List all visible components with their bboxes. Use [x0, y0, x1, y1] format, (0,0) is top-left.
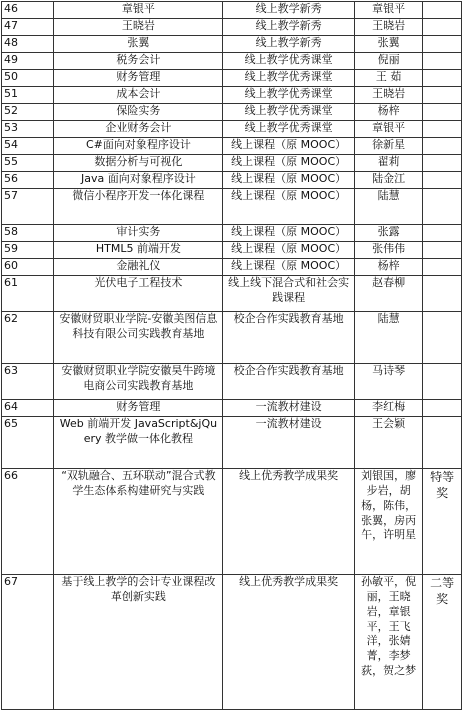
- project-name-cell: 张翼: [54, 36, 223, 53]
- table-row: [2, 364, 462, 400]
- row-number-cell: 56: [2, 172, 54, 189]
- project-name-cell: 财务管理: [54, 70, 223, 87]
- project-type-cell: 线上课程（原 MOOC）: [223, 242, 354, 259]
- project-name-cell: “双轨融合、五环联动”混合式教学生态体系构建研究与实践: [54, 469, 223, 575]
- award-level-cell: [423, 225, 462, 242]
- award-level-cell: 特等奖: [423, 469, 462, 575]
- row-number-cell: 55: [2, 155, 54, 172]
- project-name-cell: 数据分析与可视化: [54, 155, 223, 172]
- project-type-cell: 线上优秀教学成果奖: [223, 575, 354, 710]
- project-type-cell: 线上课程（原 MOOC）: [223, 189, 354, 225]
- project-name-cell: 基于线上教学的会计专业课程改革创新实践: [54, 575, 223, 710]
- project-type-cell: 校企合作实践教育基地: [223, 312, 354, 364]
- project-type-cell: 线上线下混合式和社会实践课程: [223, 276, 354, 312]
- project-type-cell: 线上教学优秀课堂: [223, 53, 354, 70]
- responsible-person-cell: 刘银国，廖步岩，胡杨，陈伟，张翼，房丙午，许明星: [354, 469, 422, 575]
- table-row: [2, 172, 462, 189]
- project-type-cell: 一流教材建设: [223, 417, 354, 469]
- project-type-cell: 校企合作实践教育基地: [223, 364, 354, 400]
- awards-table: [1, 1, 462, 710]
- responsible-person-cell: 杨梓: [354, 259, 422, 276]
- project-type-cell: 线上课程（原 MOOC）: [223, 155, 354, 172]
- award-level-cell: [423, 138, 462, 155]
- responsible-person-cell: 陆慧: [354, 189, 422, 225]
- responsible-person-cell: 王会颖: [354, 417, 422, 469]
- table-row: [2, 400, 462, 417]
- project-name-cell: HTML5 前端开发: [54, 242, 223, 259]
- responsible-person-cell: 王晓岩: [354, 19, 422, 36]
- responsible-person-cell: 张伟伟: [354, 242, 422, 259]
- table-row: [2, 225, 462, 242]
- table-row: [2, 70, 462, 87]
- project-type-cell: 线上课程（原 MOOC）: [223, 172, 354, 189]
- table-row: [2, 469, 462, 575]
- award-level-cell: [423, 104, 462, 121]
- row-number-cell: 60: [2, 259, 54, 276]
- project-type-cell: 线上教学优秀课堂: [223, 104, 354, 121]
- responsible-person-cell: 王晓岩: [354, 87, 422, 104]
- project-name-cell: 微信小程序开发一体化课程: [54, 189, 223, 225]
- project-type-cell: 线上教学新秀: [223, 19, 354, 36]
- project-name-cell: 章银平: [54, 2, 223, 19]
- responsible-person-cell: 章银平: [354, 2, 422, 19]
- row-number-cell: 62: [2, 312, 54, 364]
- project-type-cell: 线上教学新秀: [223, 36, 354, 53]
- row-number-cell: 67: [2, 575, 54, 710]
- row-number-cell: 47: [2, 19, 54, 36]
- award-level-cell: [423, 417, 462, 469]
- responsible-person-cell: 张翼: [354, 36, 422, 53]
- row-number-cell: 52: [2, 104, 54, 121]
- project-name-cell: 审计实务: [54, 225, 223, 242]
- table-row: [2, 53, 462, 70]
- table-row: [2, 242, 462, 259]
- award-level-cell: [423, 259, 462, 276]
- row-number-cell: 54: [2, 138, 54, 155]
- project-type-cell: 线上教学优秀课堂: [223, 121, 354, 138]
- table-row: [2, 575, 462, 710]
- row-number-cell: 64: [2, 400, 54, 417]
- table-row: [2, 312, 462, 364]
- award-level-cell: [423, 70, 462, 87]
- responsible-person-cell: 章银平: [354, 121, 422, 138]
- award-level-cell: [423, 53, 462, 70]
- table-row: [2, 276, 462, 312]
- project-name-cell: 王晓岩: [54, 19, 223, 36]
- award-level-cell: [423, 155, 462, 172]
- project-name-cell: 保险实务: [54, 104, 223, 121]
- row-number-cell: 66: [2, 469, 54, 575]
- project-type-cell: 线上课程（原 MOOC）: [223, 259, 354, 276]
- project-type-cell: 线上教学新秀: [223, 2, 354, 19]
- row-number-cell: 61: [2, 276, 54, 312]
- responsible-person-cell: 王 茹: [354, 70, 422, 87]
- project-name-cell: 税务会计: [54, 53, 223, 70]
- table-row: [2, 104, 462, 121]
- project-name-cell: C#面向对象程序设计: [54, 138, 223, 155]
- award-level-cell: [423, 276, 462, 312]
- project-type-cell: 一流教材建设: [223, 400, 354, 417]
- responsible-person-cell: 徐新星: [354, 138, 422, 155]
- row-number-cell: 48: [2, 36, 54, 53]
- table-row: [2, 36, 462, 53]
- project-name-cell: Java 面向对象程序设计: [54, 172, 223, 189]
- row-number-cell: 65: [2, 417, 54, 469]
- project-type-cell: 线上教学优秀课堂: [223, 87, 354, 104]
- table-row: [2, 2, 462, 19]
- table-row: [2, 155, 462, 172]
- row-number-cell: 58: [2, 225, 54, 242]
- responsible-person-cell: 陆金江: [354, 172, 422, 189]
- project-type-cell: 线上课程（原 MOOC）: [223, 138, 354, 155]
- table-row: [2, 417, 462, 469]
- project-name-cell: 成本会计: [54, 87, 223, 104]
- project-name-cell: 安徽财贸职业学院-安徽美图信息科技有限公司实践教育基地: [54, 312, 223, 364]
- award-level-cell: [423, 121, 462, 138]
- table-row: [2, 138, 462, 155]
- project-name-cell: 光伏电子工程技术: [54, 276, 223, 312]
- row-number-cell: 59: [2, 242, 54, 259]
- responsible-person-cell: 马诗琴: [354, 364, 422, 400]
- award-level-cell: [423, 172, 462, 189]
- row-number-cell: 53: [2, 121, 54, 138]
- table-row: [2, 121, 462, 138]
- award-level-cell: [423, 364, 462, 400]
- responsible-person-cell: 赵春柳: [354, 276, 422, 312]
- responsible-person-cell: 孙敏平，倪丽，王晓岩，章银平，王飞洋，张婧菁，李梦荻，贺之梦: [354, 575, 422, 710]
- responsible-person-cell: 张露: [354, 225, 422, 242]
- award-level-cell: [423, 312, 462, 364]
- row-number-cell: 63: [2, 364, 54, 400]
- responsible-person-cell: 倪丽: [354, 53, 422, 70]
- award-level-cell: 二等奖: [423, 575, 462, 710]
- award-level-cell: [423, 87, 462, 104]
- award-level-cell: [423, 2, 462, 19]
- responsible-person-cell: 陆慧: [354, 312, 422, 364]
- responsible-person-cell: 杨梓: [354, 104, 422, 121]
- table-row: [2, 19, 462, 36]
- row-number-cell: 46: [2, 2, 54, 19]
- award-level-cell: [423, 19, 462, 36]
- project-name-cell: 企业财务会计: [54, 121, 223, 138]
- table-row: [2, 259, 462, 276]
- row-number-cell: 51: [2, 87, 54, 104]
- table-row: [2, 189, 462, 225]
- project-name-cell: 金融礼仪: [54, 259, 223, 276]
- award-level-cell: [423, 242, 462, 259]
- row-number-cell: 50: [2, 70, 54, 87]
- responsible-person-cell: 李红梅: [354, 400, 422, 417]
- project-type-cell: 线上教学优秀课堂: [223, 70, 354, 87]
- award-level-cell: [423, 400, 462, 417]
- awards-table-body: [2, 2, 462, 710]
- table-row: [2, 87, 462, 104]
- project-name-cell: 财务管理: [54, 400, 223, 417]
- row-number-cell: 57: [2, 189, 54, 225]
- responsible-person-cell: 翟莉: [354, 155, 422, 172]
- project-type-cell: 线上优秀教学成果奖: [223, 469, 354, 575]
- row-number-cell: 49: [2, 53, 54, 70]
- award-level-cell: [423, 189, 462, 225]
- award-level-cell: [423, 36, 462, 53]
- project-name-cell: 安徽财贸职业学院安徽昊牛跨境电商公司实践教育基地: [54, 364, 223, 400]
- project-name-cell: Web 前端开发 JavaScript&jQuery 教学做一体化教程: [54, 417, 223, 469]
- project-type-cell: 线上课程（原 MOOC）: [223, 225, 354, 242]
